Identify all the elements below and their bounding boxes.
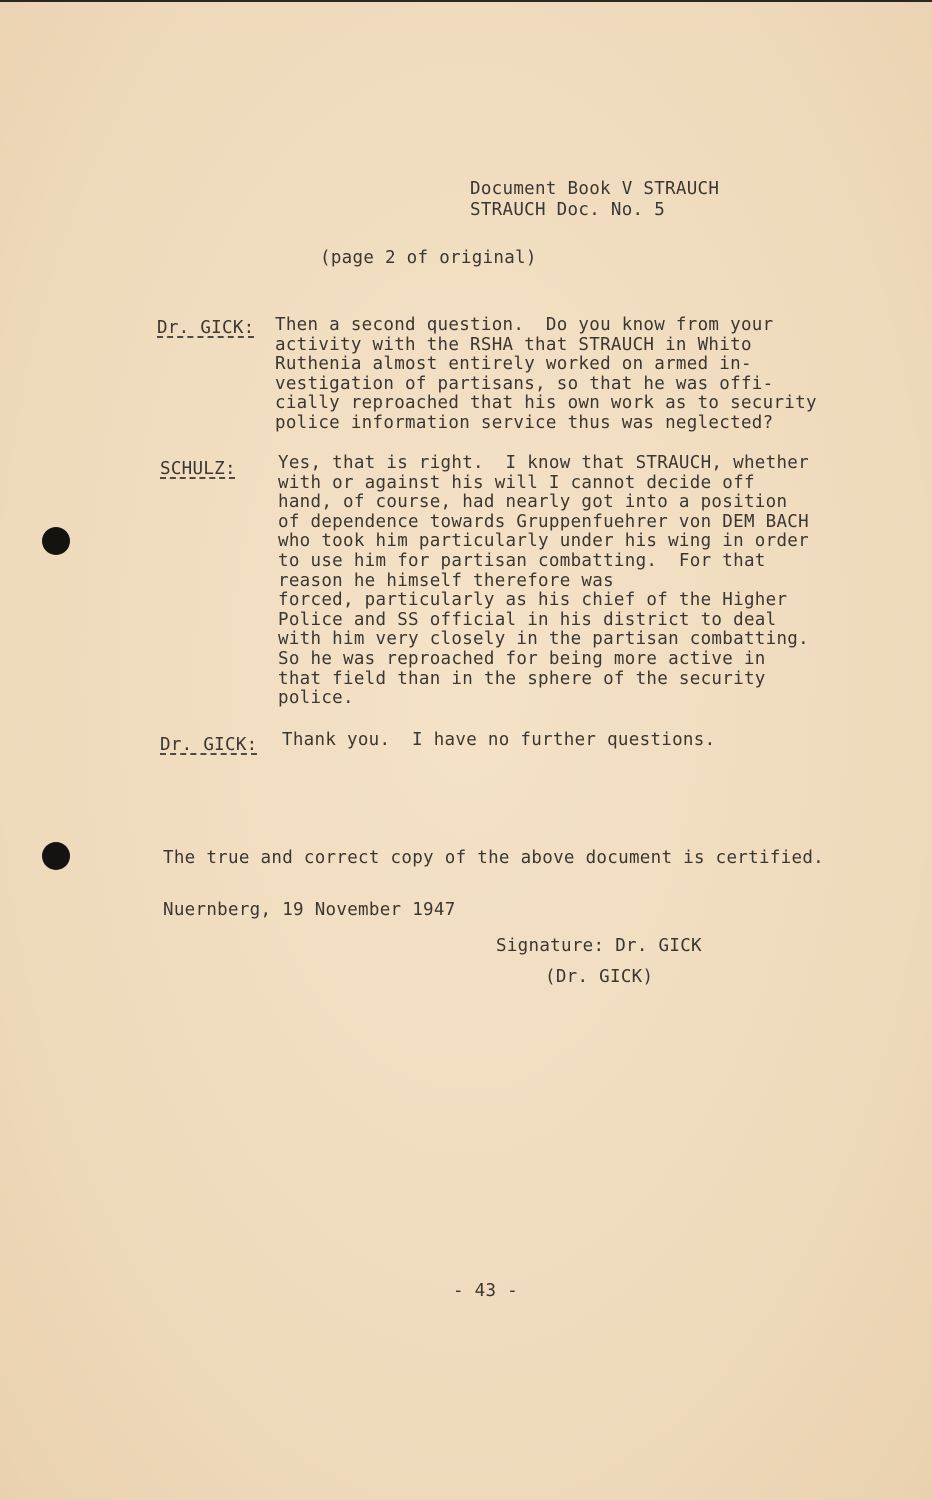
speech-line: to use him for partisan combatting. For that: [278, 550, 766, 571]
speech-line: Then a second question. Do you know from your: [275, 315, 774, 335]
speech-line: hand, of course, had nearly got into a position: [278, 492, 788, 513]
page-note: (page 2 of original): [320, 248, 537, 268]
speech-line: Thank you. I have no further questions.: [282, 730, 716, 750]
speech-line: that field than in the sphere of the security: [278, 668, 766, 689]
speech-block: [275, 316, 817, 434]
speech-line: with or against his will I cannot decide off: [278, 472, 755, 493]
signature-line: Signature: Dr. GICK: [496, 936, 702, 956]
speech-line: police information service thus was neglected?: [275, 412, 774, 433]
speech-line: forced, particularly as his chief of the Higher: [278, 590, 788, 611]
speech-block: [282, 731, 715, 751]
speech-line: who took him particularly under his wing in order: [278, 531, 809, 552]
certification-statement: The true and correct copy of the above document is certified.: [163, 848, 824, 868]
speech-line: activity with the RSHA that STRAUCH in Whito: [275, 334, 752, 355]
speaker-label: Dr. GICK:: [157, 318, 255, 338]
speech-line: cially reproached that his own work as to security: [275, 393, 817, 414]
speech-line: vestigation of partisans, so that he was offi-: [275, 373, 774, 394]
speech-line: So he was reproached for being more active in: [278, 648, 766, 669]
speech-line: Yes, that is right. I know that STRAUCH, whether: [278, 453, 809, 473]
speaker-label: SCHULZ:: [160, 459, 236, 479]
punch-hole-top: [42, 527, 70, 555]
header-line-2: STRAUCH Doc. No. 5: [470, 200, 666, 220]
header-line-1: Document Book V STRAUCH: [470, 179, 720, 199]
speech-line: of dependence towards Gruppenfuehrer von DEM BACH: [278, 511, 809, 532]
top-edge-line: [0, 0, 932, 2]
punch-hole-bottom: [42, 842, 70, 870]
place-and-date: Nuernberg, 19 November 1947: [163, 900, 456, 920]
speech-line: Police and SS official in his district to deal: [278, 609, 777, 630]
signature-name: (Dr. GICK): [545, 967, 654, 987]
speech-line: with him very closely in the partisan combatting.: [278, 629, 809, 650]
speech-block: [278, 454, 809, 709]
page-number: - 43 -: [453, 1281, 519, 1301]
speech-line: police.: [278, 688, 354, 709]
speech-line: Ruthenia almost entirely worked on armed in-: [275, 354, 752, 375]
speech-line: reason he himself therefore was: [278, 570, 614, 591]
speaker-label: Dr. GICK:: [160, 735, 258, 755]
